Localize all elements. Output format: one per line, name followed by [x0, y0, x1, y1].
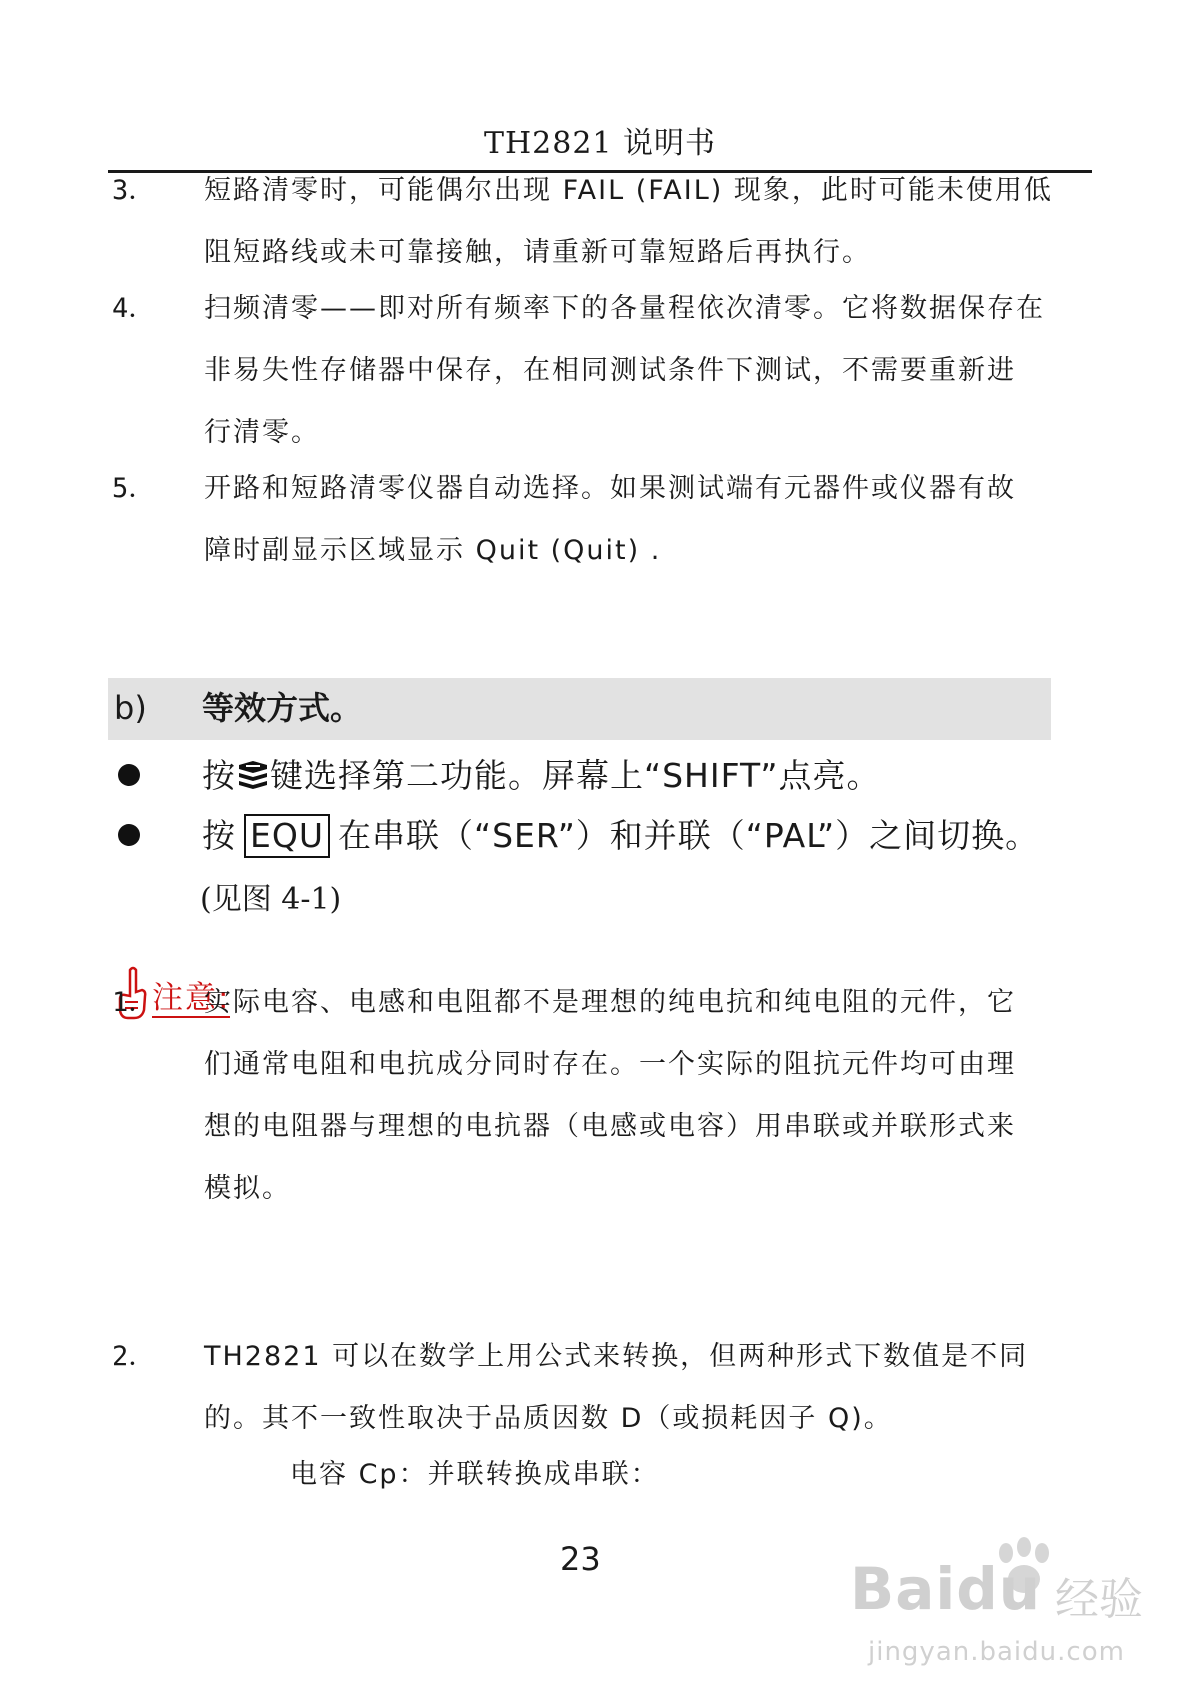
watermark-logo: Baidu: [850, 1555, 1042, 1623]
item-line: 模拟。: [204, 1173, 291, 1204]
item-line: 实际电容、电感和电阻都不是理想的纯电抗和纯电阻的元件，它: [204, 987, 1016, 1018]
item-line: 们通常电阻和电抗成分同时存在。一个实际的阻抗元件均可由理: [204, 1049, 1016, 1080]
item-number: 2．: [112, 1341, 156, 1372]
item-line: 障时副显示区域显示 Quit (Quit) .: [204, 535, 662, 566]
item-line: 的。其不一致性取决于品质因数 D（或损耗因子 Q)。: [204, 1403, 893, 1434]
section-b-label: b): [114, 689, 147, 727]
item-line: 开路和短路清零仪器自动选择。如果测试端有元器件或仪器有故: [204, 473, 1016, 504]
shift-key-icon: [236, 759, 270, 791]
page-header-title: TH2821 说明书: [483, 126, 717, 161]
note-item-1: [112, 972, 1062, 1220]
list-item-3: [112, 160, 1062, 284]
item-number: 1．: [112, 987, 156, 1018]
note-item-2: [112, 1326, 1062, 1450]
list-item-4: [112, 278, 1062, 464]
see-figure-reference: (见图 4-1): [200, 882, 342, 917]
item-line: 短路清零时，可能偶尔出现 FAIL (FAIL) 现象，此时可能未使用低: [204, 175, 1053, 206]
bullet-shift-pre: 按: [202, 756, 236, 795]
equ-key: EQU: [244, 814, 330, 858]
bullet-dot-icon: [118, 824, 140, 846]
item-number: 3．: [112, 175, 156, 206]
item-line: 阻短路线或未可靠接触，请重新可靠短路后再执行。: [204, 237, 871, 268]
baidu-jingyan-watermark: [850, 1555, 1150, 1675]
item-line: 非易失性存储器中保存，在相同测试条件下测试，不需要重新进: [204, 355, 1016, 386]
section-b-title: 等效方式。: [202, 689, 363, 727]
item-line: TH2821 可以在数学上用公式来转换，但两种形式下数值是不同: [204, 1341, 1029, 1372]
bullet-dot-icon: [118, 764, 140, 786]
list-item-5: [112, 458, 1062, 582]
item-number: 4．: [112, 293, 156, 324]
item-line: 扫频清零——即对所有频率下的各量程依次清零。它将数据保存在: [204, 293, 1045, 324]
bullet-equ: [112, 812, 1072, 860]
item-line: 想的电阻器与理想的电抗器（电感或电容）用串联或并联形式来: [204, 1111, 1016, 1142]
page-number: 23: [560, 1540, 601, 1578]
bullet-equ-pre: 按: [202, 816, 236, 855]
bullet-shift-post: 键选择第二功能。屏幕上“SHIFT”点亮。: [270, 756, 881, 795]
item-line: 行清零。: [204, 417, 320, 448]
bullet-equ-post: 在串联（“SER”）和并联（“PAL”）之间切换。: [337, 816, 1040, 855]
bullet-shift: [112, 752, 1072, 800]
watermark-url: jingyan.baidu.com: [868, 1637, 1125, 1667]
note-label: 注意:: [152, 980, 231, 1016]
capacitor-conversion-line: 电容 Cp：并联转换成串联：: [290, 1459, 660, 1490]
watermark-cn: 经验: [1055, 1574, 1143, 1625]
item-number: 5．: [112, 473, 156, 504]
